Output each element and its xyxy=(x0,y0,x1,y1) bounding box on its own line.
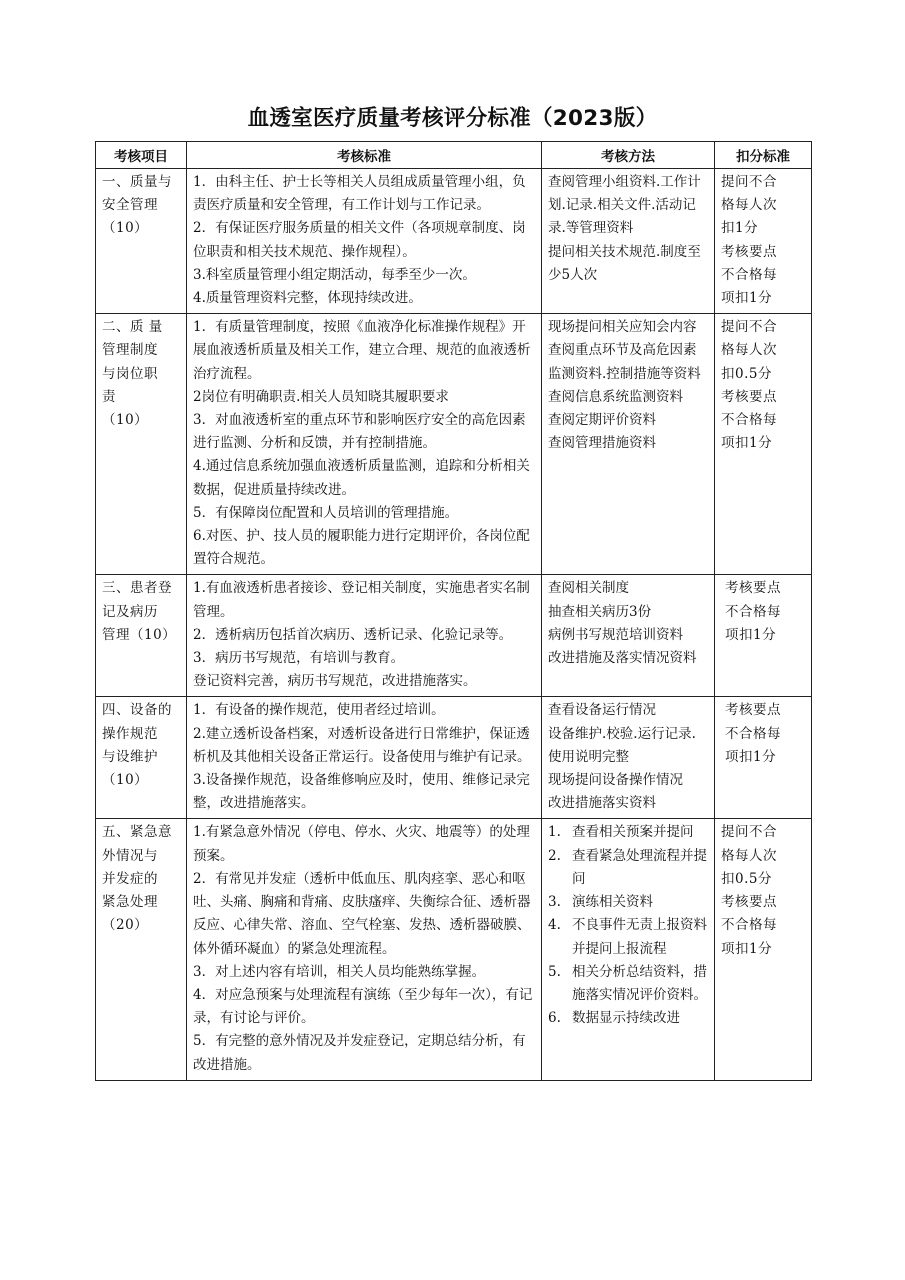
standard-text: 1.有血液透析患者接诊、登记相关制度，实施患者实名制管理。 xyxy=(193,580,530,620)
item-line: 记及病历 xyxy=(102,603,158,620)
method-text: 病例书写规范培训资料 xyxy=(548,626,683,643)
method-text: 相关分析总结资料，措施落实情况评价资料。 xyxy=(572,963,707,1003)
deduction-line: 格每人次 xyxy=(721,197,777,214)
table-row xyxy=(96,697,812,819)
item-cell xyxy=(96,314,187,575)
standard-text: 3．对上述内容有培训，相关人员均能熟练掌握。 xyxy=(193,963,486,980)
item-cell xyxy=(96,575,187,697)
method-text: 查阅重点环节及高危因素监测资料.控制措施等资料 xyxy=(548,342,701,382)
item-line: 外情况与 xyxy=(102,847,158,864)
table-header-row xyxy=(96,142,812,169)
method-list-item xyxy=(548,914,709,960)
standard-text: 5．有完整的意外情况及并发症登记，定期总结分析，有改进措施。 xyxy=(193,1033,526,1073)
method-text: 查阅定期评价资料 xyxy=(548,412,656,429)
item-cell xyxy=(96,169,187,314)
method-cell xyxy=(542,314,715,575)
standard-text: 1．有设备的操作规范，使用者经过培训。 xyxy=(193,702,445,719)
standard-text: 登记资料完善，病历书写规范，改进措施落实。 xyxy=(193,673,477,690)
method-text: 查看相关预案并提问 xyxy=(572,824,694,841)
standard-text: 3．对血液透析室的重点环节和影响医疗安全的高危因素进行监测、分析和反馈，并有控制措施。 xyxy=(193,412,526,452)
method-text: 现场提问设备操作情况 xyxy=(548,772,683,789)
table-row xyxy=(96,314,812,575)
method-text: 提问相关技术规范.制度至少5人次 xyxy=(548,243,701,283)
deduction-line: 项扣1分 xyxy=(725,748,777,765)
deduction-line: 不合格每 xyxy=(721,412,777,429)
method-text: 数据显示持续改进 xyxy=(572,1010,680,1027)
method-cell xyxy=(542,575,715,697)
standard-text: 4.质量管理资料完整，体现持续改进。 xyxy=(193,290,422,307)
standard-text: 2．有保证医疗服务质量的相关文件（各项规章制度、岗位职责和相关技术规范、操作规程）。 xyxy=(193,220,526,260)
deduction-line: 格每人次 xyxy=(721,342,777,359)
item-line: （20） xyxy=(102,917,149,934)
standard-text: 1．由科主任、护士长等相关人员组成质量管理小组，负责医疗质量和安全管理，有工作计划与工作记录。 xyxy=(193,174,526,214)
method-list-item xyxy=(548,1007,709,1030)
item-line: （10） xyxy=(102,220,149,237)
header-deduction: 扣分标准 xyxy=(715,142,812,169)
standard-text: 1.有紧急意外情况（停电、停水、火灾、地震等）的处理预案。 xyxy=(193,824,530,864)
deduction-line: 格每人次 xyxy=(721,847,777,864)
method-cell xyxy=(542,169,715,314)
deduction-line: 考核要点 xyxy=(721,243,777,260)
method-number: 1. xyxy=(548,824,561,841)
page-title: 血透室医疗质量考核评分标准（2023版） xyxy=(247,106,658,131)
item-line: 管理制度 xyxy=(102,342,158,359)
deduction-cell xyxy=(715,697,812,819)
method-text: 设备维护.校验.运行记录.使用说明完整 xyxy=(548,725,696,765)
standard-cell xyxy=(187,314,542,575)
standard-cell xyxy=(187,169,542,314)
item-line: （10） xyxy=(102,772,149,789)
item-line: 一、质量与 xyxy=(102,174,172,190)
deduction-line: 提问不合 xyxy=(721,174,777,190)
standard-text: 6.对医、护、技人员的履职能力进行定期评价，各岗位配置符合规范。 xyxy=(193,528,530,568)
method-list-item xyxy=(548,821,709,844)
method-text: 现场提问相关应知会内容 xyxy=(548,319,697,336)
standard-text: 3.科室质量管理小组定期活动，每季至少一次。 xyxy=(193,266,476,283)
method-number: 5. xyxy=(548,963,561,980)
standard-text: 1．有质量管理制度，按照《血液净化标准操作规程》开展血液透析质量及相关工作，建立合理、规范的血液透析治疗流程。 xyxy=(193,319,531,382)
assessment-table xyxy=(95,141,812,1081)
method-text: 演练相关资料 xyxy=(572,894,653,911)
deduction-line: 提问不合 xyxy=(721,824,777,841)
deduction-cell xyxy=(715,169,812,314)
method-text: 抽查相关病历3份 xyxy=(548,603,652,620)
item-line: 并发症的 xyxy=(102,870,158,887)
method-text: 查阅管理小组资料.工作计划.记录.相关文件.活动记录.等管理资料 xyxy=(548,174,701,237)
item-cell xyxy=(96,819,187,1080)
method-list-item xyxy=(548,891,709,914)
deduction-line: 考核要点 xyxy=(725,702,781,719)
deduction-line: 考核要点 xyxy=(721,388,777,405)
standard-cell xyxy=(187,697,542,819)
deduction-line: 考核要点 xyxy=(725,580,781,597)
item-line: 安全管理 xyxy=(102,197,158,214)
item-line: 与设维护 xyxy=(102,748,158,765)
method-text: 不良事件无责上报资料并提问上报流程 xyxy=(572,917,707,957)
method-number: 2. xyxy=(548,847,561,864)
deduction-line: 扣1分 xyxy=(721,220,759,237)
standard-text: 2．有常见并发症（透析中低血压、肌肉痉挛、恶心和呕吐、头痛、胸痛和背痛、皮肤瘙痒、失衡综合征、透析器反应、心律失常、溶血、空气栓塞、发热、透析器破膜、体外循环凝血）的紧急处理流程。 xyxy=(193,870,531,957)
method-text: 查阅相关制度 xyxy=(548,580,629,597)
deduction-line: 项扣1分 xyxy=(721,435,773,452)
method-text: 查阅信息系统监测资料 xyxy=(548,388,683,405)
deduction-line: 项扣1分 xyxy=(721,290,773,307)
method-cell xyxy=(542,819,715,1080)
standard-text: 4．对应急预案与处理流程有演练（至少每年一次），有记录，有讨论与评价。 xyxy=(193,986,533,1027)
standard-text: 2岗位有明确职责.相关人员知晓其履职要求 xyxy=(193,388,449,405)
method-text: 查看紧急处理流程并提问 xyxy=(572,847,707,887)
item-line: 四、设备的 xyxy=(102,702,172,719)
method-text: 改进措施及落实情况资料 xyxy=(548,650,697,667)
table-row xyxy=(96,819,812,1080)
standard-text: 2.建立透析设备档案，对透析设备进行日常维护，保证透析机及其他相关设备正常运行。设备使用与维护有记录。 xyxy=(193,725,531,765)
table-row xyxy=(96,575,812,697)
deduction-cell xyxy=(715,819,812,1080)
method-text: 查阅管理措施资料 xyxy=(548,435,656,452)
method-number: 6. xyxy=(548,1010,561,1027)
method-list-item xyxy=(548,845,709,891)
deduction-line: 考核要点 xyxy=(721,894,777,911)
method-number: 4. xyxy=(548,917,561,934)
item-cell xyxy=(96,697,187,819)
deduction-line: 扣0.5分 xyxy=(721,365,772,382)
method-list xyxy=(548,821,709,1030)
deduction-line: 不合格每 xyxy=(725,725,781,742)
item-line: 操作规范 xyxy=(102,725,158,742)
item-line: 与岗位职 xyxy=(102,365,158,382)
method-text: 改进措施落实资料 xyxy=(548,795,656,812)
item-line: 责 xyxy=(102,388,116,405)
deduction-cell xyxy=(715,314,812,575)
deduction-line: 项扣1分 xyxy=(725,626,777,643)
item-line: 管理（10） xyxy=(102,626,177,643)
standard-text: 5．有保障岗位配置和人员培训的管理措施。 xyxy=(193,504,459,521)
deduction-line: 扣0.5分 xyxy=(721,870,772,887)
item-line: （10） xyxy=(102,412,149,429)
standard-cell xyxy=(187,819,542,1080)
method-cell xyxy=(542,697,715,819)
item-line: 二、质 量 xyxy=(102,319,163,336)
deduction-line: 不合格每 xyxy=(721,917,777,934)
deduction-line: 提问不合 xyxy=(721,319,777,336)
deduction-line: 项扣1分 xyxy=(721,940,773,957)
standard-cell xyxy=(187,575,542,697)
standard-text: 3．病历书写规范，有培训与教育。 xyxy=(193,650,405,667)
standard-text: 4.通过信息系统加强血液透析质量监测，追踪和分析相关数据，促进质量持续改进。 xyxy=(193,458,530,498)
deduction-cell xyxy=(715,575,812,697)
deduction-line: 不合格每 xyxy=(725,603,781,620)
header-method: 考核方法 xyxy=(542,142,715,169)
standard-text: 2．透析病历包括首次病历、透析记录、化验记录等。 xyxy=(193,626,513,643)
item-line: 三、患者登 xyxy=(102,580,172,597)
table-row xyxy=(96,169,812,314)
item-line: 五、紧急意 xyxy=(102,824,172,841)
header-item: 考核项目 xyxy=(96,142,187,169)
standard-text: 3.设备操作规范，设备维修响应及时，使用、维修记录完整，改进措施落实。 xyxy=(193,772,530,812)
header-standard: 考核标准 xyxy=(187,142,542,169)
method-number: 3. xyxy=(548,894,561,911)
item-line: 紧急处理 xyxy=(102,894,158,911)
method-text: 查看设备运行情况 xyxy=(548,702,656,719)
deduction-line: 不合格每 xyxy=(721,266,777,283)
method-list-item xyxy=(548,961,709,1007)
